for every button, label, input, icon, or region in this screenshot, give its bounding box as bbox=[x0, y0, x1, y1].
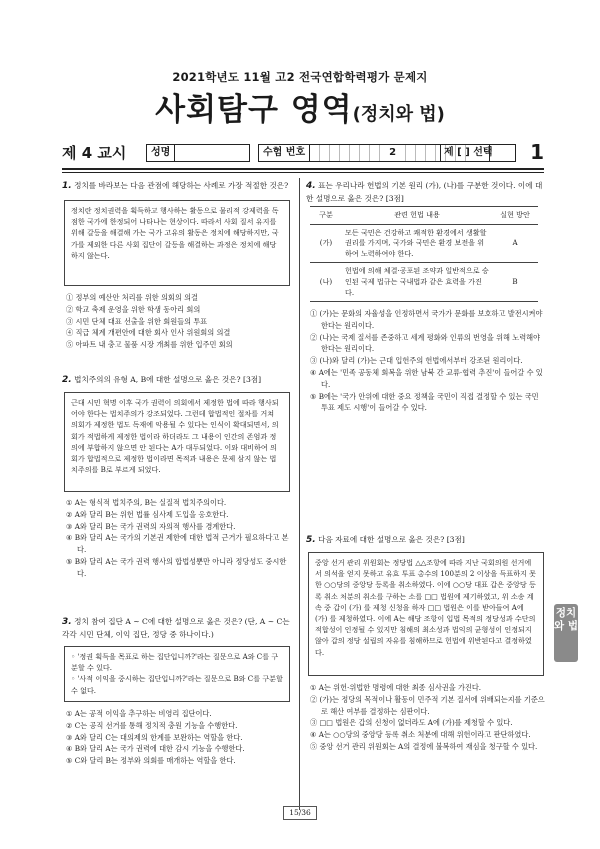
table-cell: B bbox=[492, 263, 538, 302]
table-header: 관련 헌법 내용 bbox=[342, 207, 492, 225]
footer-page-number: 15/36 bbox=[283, 806, 317, 820]
table-row bbox=[310, 263, 538, 302]
page-number: 1 bbox=[530, 140, 544, 164]
question-2 bbox=[62, 374, 292, 387]
option[interactable]: ③ A와 달리 C는 대의제의 한계를 보완하는 역할을 한다. bbox=[66, 732, 243, 742]
question-2-passage: 근대 시민 혁명 이후 국가 권력이 의회에서 제정한 법에 따라 행사되어야 한다는 법치주의가 강조되었다. 그런데 합법적인 절차를 거쳐 의회가 제정한 법도 독재에 악용될 수 있다는 인식이 확대되면서, 의회가 적법하게 제정한 법이라 하더라도 그 내용이 인간의 존엄과 정의에 부합하지 않으면 안 된다는 A가 대두되었다. 이와 대비하여 의회가 합법적으로 제정한 법이라면 목적과 내용은 문제 삼지 않는 법치주의를 B로 부르게 되었다. bbox=[64, 392, 290, 492]
question-5-options bbox=[310, 682, 548, 753]
option[interactable]: ⑤ B와 달리 A는 국가 권력 행사의 합법성뿐만 아니라 정당성도 중시한다. bbox=[66, 556, 287, 578]
question-3-number: 3. bbox=[62, 617, 72, 627]
table-header: 구분 bbox=[310, 207, 342, 225]
option[interactable]: ④ B와 달리 A는 국가 권력에 대한 감시 기능을 수행한다. bbox=[66, 744, 245, 754]
subject-side-tab: 정치와 법 bbox=[554, 604, 578, 662]
question-1-options bbox=[66, 292, 294, 351]
name-label: 성명 bbox=[147, 145, 175, 161]
table-cell: 헌법에 의해 체결·공포된 조약과 일반적으로 승인된 국제 법규는 국내법과 같은 효력을 가진다. bbox=[342, 263, 492, 302]
option[interactable]: ① A는 형식적 법치주의, B는 실질적 법치주의이다. bbox=[66, 498, 227, 507]
table-cell: (나) bbox=[310, 263, 342, 302]
question-2-number: 2. bbox=[62, 375, 72, 385]
option[interactable]: ② (가)는 정당의 목적이나 활동이 민주적 기본 질서에 위배되는지를 기준으로 해산 여부를 결정하는 심판이다. bbox=[310, 694, 545, 716]
option[interactable]: ② 학교 축제 운영을 위한 학생 동아리 회의 bbox=[66, 304, 201, 314]
question-3-options bbox=[66, 708, 294, 767]
option[interactable]: ② (나)는 국제 질서를 존중하고 세계 평화와 인류의 번영을 위해 노력해야 한다는 원리이다. bbox=[310, 332, 541, 354]
question-1-number: 1. bbox=[62, 181, 72, 191]
condition-line: ◦ '사적 이익을 중시하는 집단입니까?'라는 질문으로 B와 C를 구분할 수 없다. bbox=[71, 674, 283, 695]
question-3-text: 정치 참여 집단 A ~ C에 대한 설명으로 옳은 것은? (단, A ~ C는 각각 시민 단체, 이익 집단, 정당 중 하나이다.) bbox=[62, 617, 290, 639]
table-cell: (가) bbox=[310, 224, 342, 263]
question-4-text: 표는 우리나라 헌법의 기본 원리 (가), (나)를 구분한 것이다. 이에 대한 설명으로 옳은 것은? [3점] bbox=[306, 181, 543, 203]
question-4-options bbox=[310, 308, 546, 414]
question-1 bbox=[62, 180, 292, 193]
option[interactable]: ③ (나)와 달리 (가)는 근대 입헌주의 헌법에서부터 강조된 원리이다. bbox=[310, 356, 523, 366]
option[interactable]: ⑤ 아파트 내 충고 물품 시장 개최를 위한 입주민 회의 bbox=[66, 340, 233, 350]
name-field bbox=[146, 144, 250, 162]
header-rule-thin bbox=[62, 172, 544, 173]
option[interactable]: ① A는 위헌·위법한 명령에 대한 최종 심사권을 가진다. bbox=[310, 683, 482, 692]
question-5 bbox=[306, 534, 546, 547]
option[interactable]: ④ A는 ○○당의 중앙당 등록 취소 처분에 대해 위헌이라고 판단하였다. bbox=[310, 730, 531, 740]
option[interactable]: ④ B와 달리 A는 국가의 기본권 제한에 대한 법적 근거가 필요하다고 본다. bbox=[66, 533, 289, 555]
question-1-passage: 정치란 정치권력을 획득하고 행사하는 활동으로 물리적 강제력을 독점한 국가에 한정되어 나타나는 현상이다. 따라서 사회 질서 유지를 위해 갈등을 해결해 가는 국가 고유의 활동은 정치에 해당하지만, 국가를 제외한 다른 사회 집단이 갈등을 해결하는 과정은 정치에 해당하지 않는다. bbox=[64, 200, 290, 286]
option[interactable]: ④ A에는 '민족 공동체 회복을 위한 남북 간 교류·협력 추진'이 들어갈 수 있다. bbox=[310, 367, 543, 389]
question-5-number: 5. bbox=[306, 535, 316, 545]
option[interactable]: ⑤ 중앙 선거 관리 위원회는 A의 결정에 불복하여 재심을 청구할 수 있다. bbox=[310, 741, 538, 751]
exam-title bbox=[0, 84, 600, 129]
option[interactable]: ⑤ C와 달리 B는 정부와 의회를 매개하는 역할을 한다. bbox=[66, 756, 236, 766]
option[interactable]: ① A는 공적 이익을 추구하는 비영리 집단이다. bbox=[66, 709, 212, 718]
question-5-passage: 중앙 선거 관리 위원회는 정당법 △△조항에 따라 지난 국회의원 선거에서 의석을 얻지 못하고 유효 투표 총수의 100분의 2 이상을 득표하지 못한 ○○당의 중앙당 등록을 취소하였다. 이에 ○○당 대표 갑은 중앙당 등록 취소 처분의 취소를 구하는 소를 □□ 법원에 제기하였고, 위 소송 계속 중 갑이 (가) 를 제청 신청을 하자 □□ 법원은 이를 받아들여 A에 (가) 를 제청하였다. 이에 A는 해당 조항이 입법 목적의 정당성과 수단의 적합성이 인정될 수 있지만 침해의 최소성과 법익의 균형성이 인정되지 않아 갑의 정당 설립의 자유를 침해하므로 헌법에 위반된다고 결정하였다. bbox=[308, 552, 544, 676]
exam-subtitle: 2021학년도 11월 고2 전국연합학력평가 문제지 bbox=[172, 70, 428, 84]
question-4-table bbox=[310, 206, 538, 302]
option[interactable]: ② A와 달리 B는 위헌 법률 심사제 도입을 옹호한다. bbox=[66, 509, 229, 519]
option[interactable]: ④ 직급 체계 개편안에 대한 회사 인사 위원회의 의결 bbox=[66, 328, 231, 338]
exam-info-bar bbox=[62, 140, 544, 166]
table-cell: 모든 국민은 건강하고 쾌적한 환경에서 생활할 권리를 가지며, 국가와 국민은 환경 보전을 위하여 노력하여야 한다. bbox=[342, 224, 492, 263]
option[interactable]: ① (가)는 문화의 자율성을 인정하면서 국가가 문화를 보호하고 발전시켜야 한다는 원리이다. bbox=[310, 309, 543, 330]
option[interactable]: ② C는 공직 선거를 통해 정치적 충원 기능을 수행한다. bbox=[66, 720, 238, 730]
column-divider bbox=[299, 178, 300, 810]
header-rule bbox=[62, 168, 544, 170]
exam-number-value: 2 bbox=[380, 145, 406, 161]
exam-title-main: 사회탐구 영역 bbox=[155, 92, 353, 128]
question-2-options bbox=[66, 497, 294, 580]
question-1-text: 정치를 바라보는 다음 관점에 해당하는 사례로 가장 적절한 것은? bbox=[74, 181, 289, 190]
condition-line: ◦ '정권 획득을 목표로 하는 집단입니까?'라는 질문으로 A와 C를 구분할 수 있다. bbox=[71, 652, 279, 673]
table-header-row bbox=[310, 207, 538, 225]
exam-title-subject: (정치와 법) bbox=[352, 104, 445, 125]
question-3-conditions bbox=[64, 646, 290, 702]
table-row bbox=[310, 224, 538, 263]
question-2-text: 법치주의의 유형 A, B에 대한 설명으로 옳은 것은? [3점] bbox=[74, 375, 262, 384]
footer-total: 36 bbox=[301, 808, 311, 817]
option[interactable]: ③ □□ 법원은 갑의 신청이 없더라도 A에 (가)를 제청할 수 있다. bbox=[310, 718, 513, 728]
footer-page: 15 bbox=[289, 808, 299, 817]
table-cell: A bbox=[492, 224, 538, 263]
question-4-number: 4. bbox=[306, 181, 316, 191]
question-3 bbox=[62, 616, 294, 640]
selection-label: 제 [ ] 선택 bbox=[440, 144, 516, 162]
exam-number-label: 수험 번호 bbox=[259, 145, 310, 161]
option[interactable]: ③ 시민 단체 대표 선출을 위한 회원들의 투표 bbox=[66, 316, 208, 326]
question-4 bbox=[306, 180, 546, 204]
table-header: 실현 방안 bbox=[492, 207, 538, 225]
question-5-text: 다음 자료에 대한 설명으로 옳은 것은? [3점] bbox=[318, 535, 465, 544]
option[interactable]: ⑤ B에는 '국가 안위에 대한 중요 정책을 국민이 직접 결정할 수 있는 국민 투표 제도 시행'이 들어갈 수 있다. bbox=[310, 391, 539, 413]
option[interactable]: ① 정부의 예산안 처리를 위한 의회의 의결 bbox=[66, 293, 198, 302]
period-label: 제 4 교시 bbox=[62, 144, 127, 162]
option[interactable]: ③ A와 달리 B는 국가 권력의 자의적 행사를 경계한다. bbox=[66, 521, 236, 531]
